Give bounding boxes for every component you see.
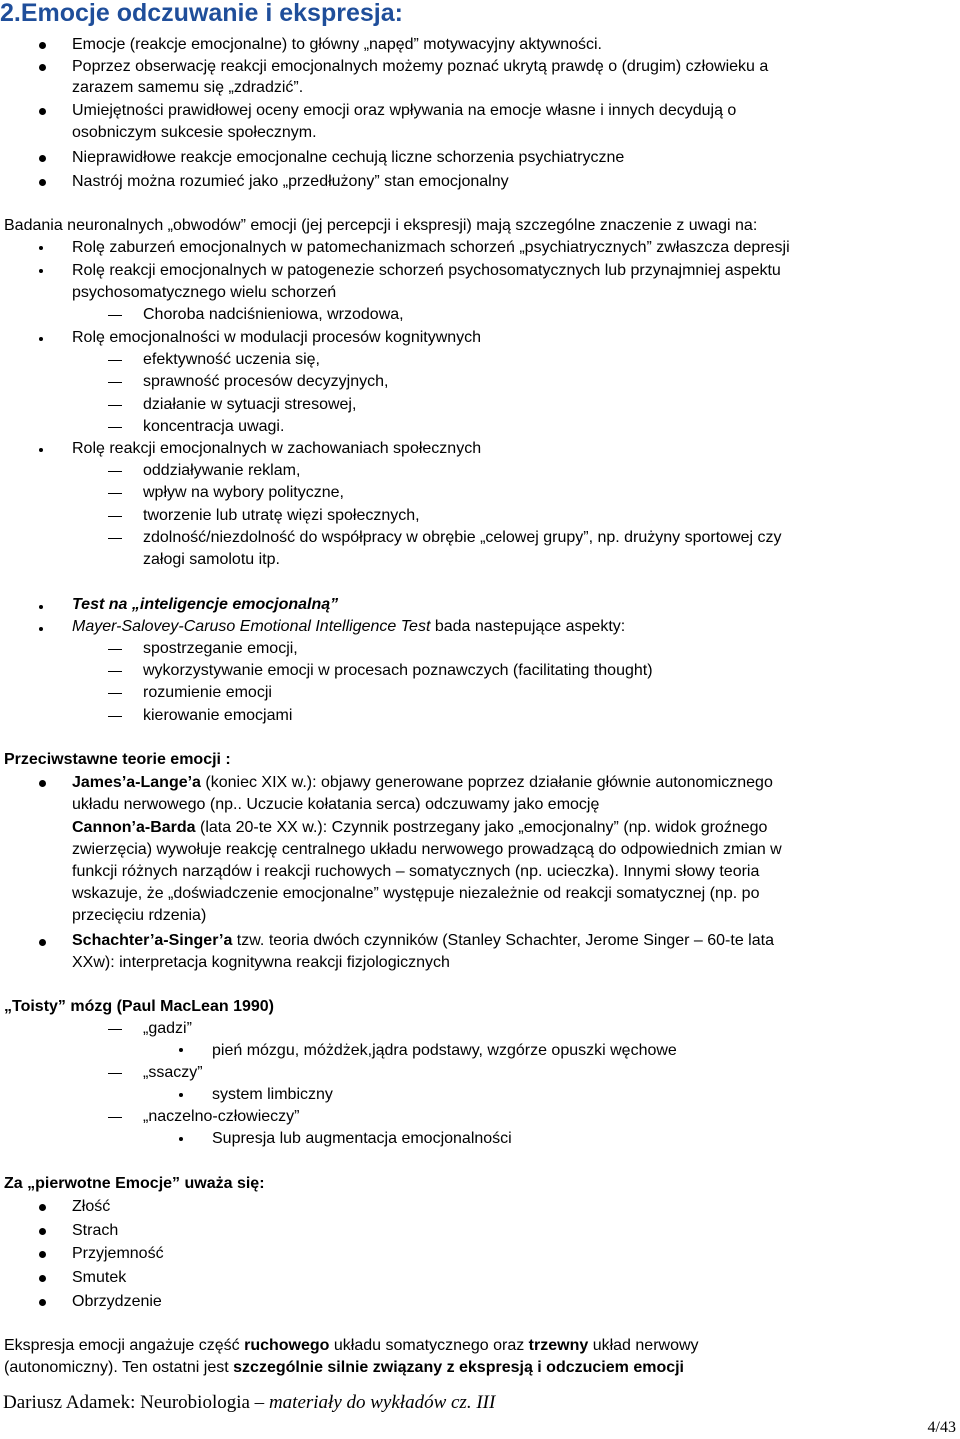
theory-james-lange — [72, 773, 773, 793]
research-item-1: Rolę zaburzeń emocjonalnych w patomechanizmach schorzeń „psychiatrycznych” zwłaszcza depresji — [72, 239, 790, 256]
bullet-dot — [39, 269, 43, 273]
research-sub: sprawność procesów decyzyjnych, — [143, 373, 389, 390]
brain-layer: „gadzi” — [143, 1020, 192, 1037]
theory-text-line: zwierzęcia) wywołuje reakcję centralnego układu nerwowego prowadzącą do odpowiednich zmian w — [72, 841, 782, 858]
theory-cannon-bard — [72, 818, 767, 838]
intro-item-5: Nastrój można rozumieć jako „przedłużony” stan emocjonalny — [72, 173, 509, 190]
research-sub: działanie w sytuacji stresowej, — [143, 396, 357, 413]
theory-text-line: układu nerwowego (np.. Uczucie kołatania serca) odczuwamy jako emocję — [72, 796, 600, 813]
brain-layer-detail: pień mózgu, móżdżek,jądra podstawy, wzgórze opuszki węchowe — [212, 1042, 677, 1059]
brain-layer-detail: Supresja lub augmentacja emocjonalności — [212, 1130, 512, 1147]
theory-text: tzw. teoria dwóch czynników (Stanley Schachter, Jerome Singer – 60-te lata — [232, 932, 774, 949]
dash-marker — [108, 382, 122, 383]
expression-line-2 — [4, 1358, 684, 1378]
expression-bold: trzewny — [528, 1337, 589, 1354]
brain-heading: „Toisty” mózg (Paul MacLean 1990) — [4, 998, 274, 1015]
intro-item-3-cont: osobniczym sukcesie społecznym. — [72, 124, 317, 141]
brain-layer-detail: system limbiczny — [212, 1086, 333, 1103]
footer-author: Dariusz Adamek: Neurobiologia – — [3, 1392, 269, 1413]
dash-marker — [108, 1029, 122, 1030]
research-sub: wpływ na wybory polityczne, — [143, 484, 344, 501]
research-item-2-cont: psychosomatycznego wielu schorzeń — [72, 284, 337, 301]
theory-text: (lata 20-te XX w.): Czynnik postrzegany jako „emocjonalny” (np. widok groźnego — [195, 819, 768, 836]
bullet-dot — [39, 1275, 46, 1282]
bullet-dot — [39, 64, 46, 71]
page-number: 4/43 — [927, 1419, 956, 1436]
page-footer — [3, 1392, 495, 1414]
expression-line-1 — [4, 1336, 699, 1356]
research-sub: oddziaływanie reklam, — [143, 462, 301, 479]
expression-text: (autonomiczny). Ten ostatni jest — [4, 1359, 234, 1376]
dash-marker — [108, 693, 122, 694]
dash-marker — [108, 405, 122, 406]
brain-layer: „ssaczy” — [143, 1064, 203, 1081]
bullet-dot — [179, 1137, 183, 1141]
bullet-dot — [39, 448, 43, 452]
emotion-item: Smutek — [72, 1269, 127, 1286]
intro-item-2-cont: zarazem samemu się „zdradzić”. — [72, 79, 304, 96]
dash-marker — [108, 427, 122, 428]
bullet-dot — [179, 1048, 183, 1052]
bullet-dot — [39, 1228, 46, 1235]
bullet-dot — [39, 108, 46, 115]
theory-text-line: funkcji różnych narządów i reakcji ruchowych – somatycznych (np. ucieczka). Innymi słowy teoria — [72, 863, 760, 880]
emotion-item: Złość — [72, 1198, 111, 1215]
bullet-dot — [39, 246, 43, 250]
bullet-dot — [39, 939, 46, 946]
bullet-dot — [39, 155, 46, 162]
dash-marker — [108, 716, 122, 717]
footer-title: materiały do wykładów cz. III — [268, 1392, 496, 1413]
primary-heading: Za „pierwotne Emocje” uważa się: — [4, 1175, 265, 1192]
research-sub-cont: załogi samolotu itp. — [143, 551, 280, 568]
theory-text-line: XXw): interpretacja kognitywna reakcji fizjologicznych — [72, 954, 450, 971]
expression-bold: szczególnie silnie związany z ekspresją i odczuciem emocji — [233, 1359, 684, 1376]
dash-marker — [108, 360, 122, 361]
theory-schachter-singer — [72, 931, 774, 951]
research-item-2: Rolę reakcji emocjonalnych w patogenezie schorzeń psychosomatycznych lub przynajmniej aspektu — [72, 262, 781, 279]
section-heading: 2.Emocje odczuwanie i ekspresja: — [0, 0, 403, 27]
research-sub: Choroba nadciśnieniowa, wrzodowa, — [143, 306, 404, 323]
emotion-item: Przyjemność — [72, 1245, 164, 1262]
bullet-dot — [39, 627, 43, 631]
theory-text-line: wskazuje, że „doświadczenie emocjonalne” występuje niezależnie od reakcji somatycznej (np. po — [72, 885, 760, 902]
theory-name: Schachter’a-Singer’a — [72, 932, 233, 949]
ei-aspect: spostrzeganie emocji, — [143, 640, 298, 657]
expression-text: Ekspresja emocji angażuje część — [4, 1337, 245, 1354]
expression-text: układ nerwowy — [588, 1337, 699, 1354]
ei-aspect: kierowanie emocjami — [143, 707, 293, 724]
bullet-dot — [39, 1299, 46, 1306]
theories-heading: Przeciwstawne teorie emocji : — [4, 751, 231, 768]
research-lead: Badania neuronalnych „obwodów” emocji (jej percepcji i ekspresji) mają szczególne znaczenie z uwagi na: — [4, 217, 758, 234]
bullet-dot — [39, 179, 46, 186]
intro-item-1: Emocje (reakcje emocjonalne) to główny „napęd” motywacyjny aktywności. — [72, 36, 602, 53]
dash-marker — [108, 1117, 122, 1118]
ei-aspect: wykorzystywanie emocji w procesach poznawczych (facilitating thought) — [143, 662, 653, 679]
ei-msceit — [72, 617, 625, 637]
expression-bold: ruchowego — [244, 1337, 330, 1354]
theory-name: James’a-Lange’a — [72, 774, 201, 791]
brain-layer: „naczelno-człowieczy” — [143, 1108, 300, 1125]
dash-marker — [108, 471, 122, 472]
intro-item-3: Umiejętności prawidłowej oceny emocji oraz wpływania na emocje własne i innych decydują o — [72, 102, 737, 119]
bullet-dot — [39, 1204, 46, 1211]
msceit-name: Mayer-Salovey-Caruso Emotional Intelligence Test — [72, 618, 431, 635]
dash-marker — [108, 516, 122, 517]
dash-marker — [108, 493, 122, 494]
intro-item-2: Poprzez obserwację reakcji emocjonalnych możemy poznać ukrytą prawdę o (drugim) człowieku a — [72, 58, 769, 75]
bullet-dot — [39, 605, 43, 609]
dash-marker — [108, 315, 122, 316]
research-sub: tworzenie lub utratę więzi społecznych, — [143, 507, 420, 524]
bullet-dot — [39, 337, 43, 341]
emotion-item: Strach — [72, 1222, 119, 1239]
bullet-dot — [39, 780, 46, 787]
dash-marker — [108, 649, 122, 650]
research-sub: koncentracja uwagi. — [143, 418, 285, 435]
dash-marker — [108, 671, 122, 672]
research-item-3: Rolę emocjonalności w modulacji procesów kognitywnych — [72, 329, 482, 346]
theory-name: Cannon’a-Barda — [72, 819, 196, 836]
ei-test-label: Test na „inteligencje emocjonalną” — [72, 596, 339, 613]
bullet-dot — [39, 42, 46, 49]
intro-item-4: Nieprawidłowe reakcje emocjonalne cechują liczne schorzenia psychiatryczne — [72, 149, 625, 166]
dash-marker — [108, 538, 122, 539]
dash-marker — [108, 1073, 122, 1074]
research-sub: zdolność/niezdolność do współpracy w obrębie „celowej grupy”, np. drużyny sportowej czy — [143, 529, 782, 546]
theory-text: (koniec XIX w.): objawy generowane poprzez działanie głównie autonomicznego — [200, 774, 773, 791]
research-sub: efektywność uczenia się, — [143, 351, 320, 368]
research-item-4: Rolę reakcji emocjonalnych w zachowaniach społecznych — [72, 440, 482, 457]
msceit-rest: bada nastepujące aspekty: — [430, 618, 626, 635]
bullet-dot — [179, 1093, 183, 1097]
emotion-item: Obrzydzenie — [72, 1293, 162, 1310]
theory-text-line: przecięciu rdzenia) — [72, 907, 207, 924]
expression-text: układu somatycznego oraz — [329, 1337, 529, 1354]
ei-aspect: rozumienie emocji — [143, 684, 272, 701]
bullet-dot — [39, 1251, 46, 1258]
